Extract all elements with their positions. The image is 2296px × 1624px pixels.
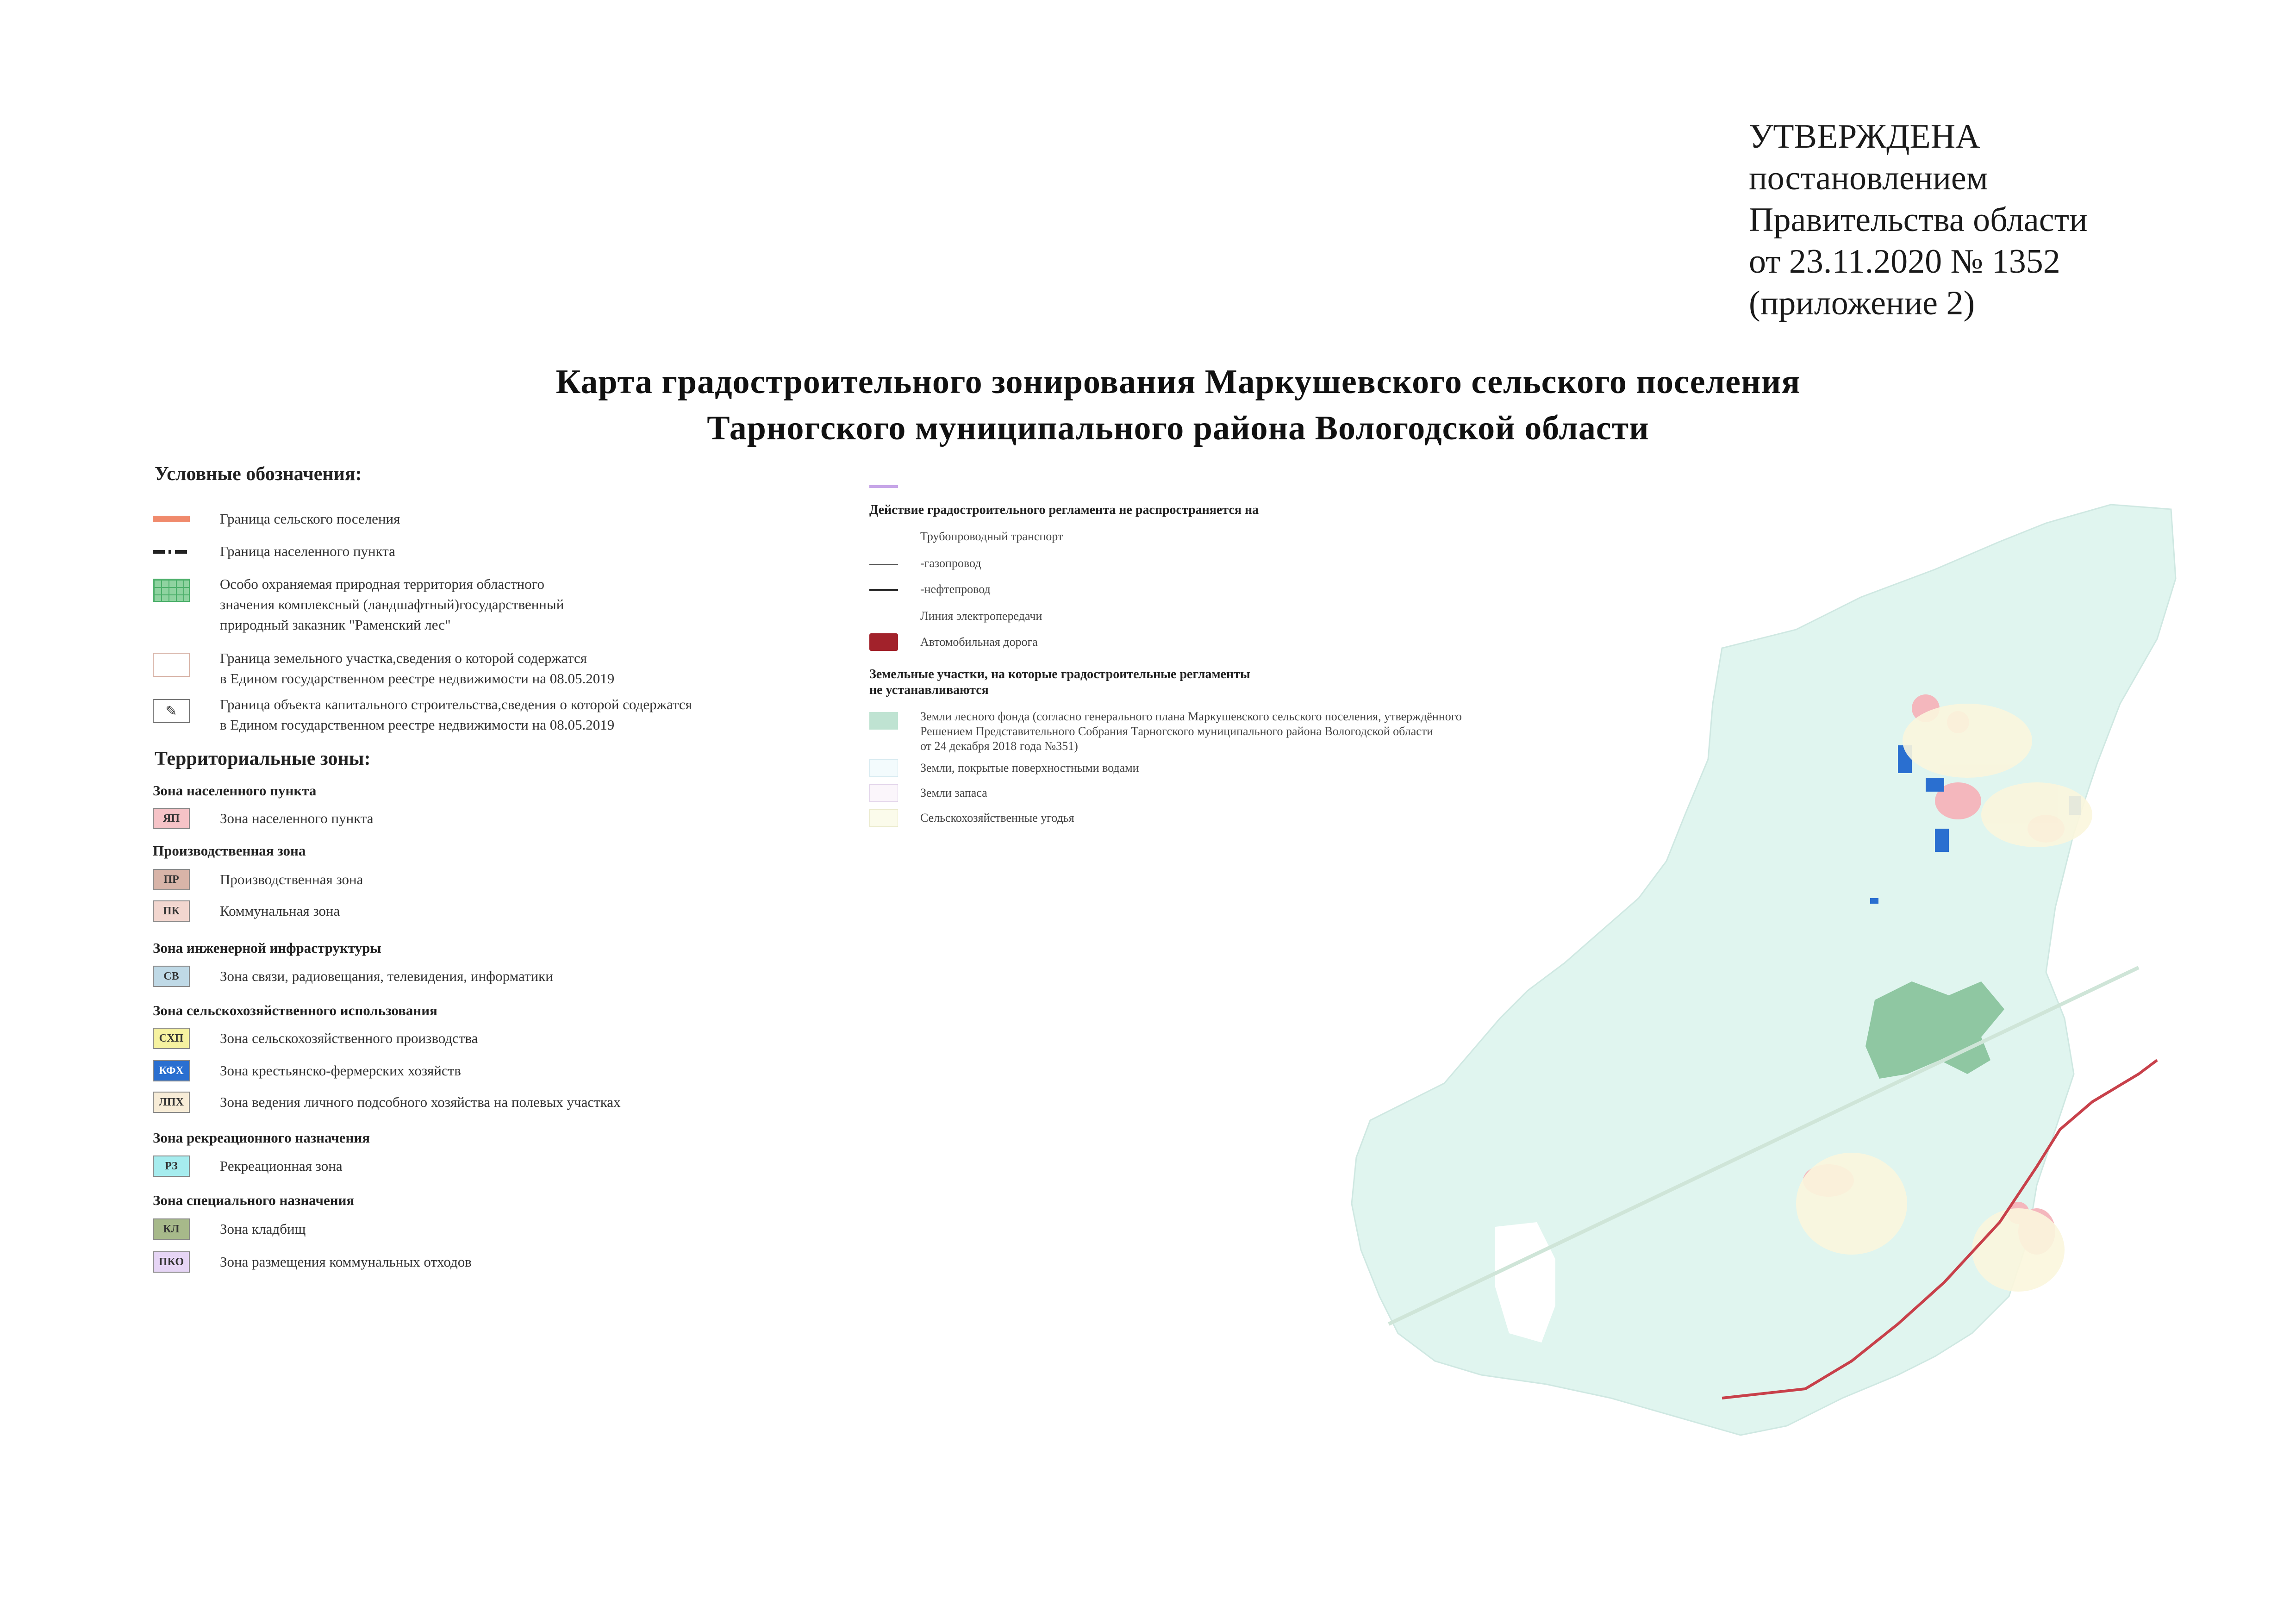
regulation-heading: Действие градостроительного регламента не распространяется на [869,503,1259,517]
orange-line-icon [153,516,190,522]
zone-code-swatch: КФХ [153,1060,190,1081]
grid-hatch-icon [153,579,190,602]
map-title-line-1: Карта градостроительного зонирования Маркушевского сельского поселения [555,363,1801,401]
approval-line-3: Правительства области [1749,201,2088,239]
group-title: Зона специального назначения [153,1192,355,1208]
zone-code-swatch: ЯП [153,808,190,829]
approval-line-2: постановлением [1749,159,1988,197]
legend-label: Граница объекта капитального строительства,сведения о которой содержатся в Едином государственном реестре недвижимости на 08.05.2019 [220,696,692,733]
zone-label: Зона связи, радиовещания, телевидения, информатики [220,968,553,984]
agri-land-swatch [869,809,898,827]
parcels-heading: Земельные участки, на которые градостроительные регламенты не устанавливаются [869,667,1250,697]
zone-code-swatch: СХП [153,1028,190,1049]
forest-fund-swatch [869,712,898,730]
parcel-outline-icon [153,653,190,677]
zone-label: Зона ведения личного подсобного хозяйства на полевых участках [220,1094,621,1110]
zone-label: Зона крестьянско-фермерских хозяйств [220,1062,461,1079]
road-swatch [869,633,898,651]
zone-label: Производственная зона [220,871,363,887]
oil-pipeline-line-icon [869,589,898,591]
building-outline-icon: ✎ [153,699,190,723]
zone-label: Зона сельскохозяйственного производства [220,1030,478,1046]
water-label: Земли, покрытые поверхностными водами [920,761,1139,775]
zone-label: Зона населенного пункта [220,810,374,826]
group-title: Зона сельскохозяйственного использования [153,1002,437,1018]
forest-fund-label: Земли лесного фонда (согласно генерального плана Маркушевского сельского поселения, утверждённого Решением Представительного Собрания Тарногского муниципального района Вологодской области от 24 декабря 2018 года №351) [920,710,1462,753]
gas-pipeline-line-icon [869,564,898,565]
power-line-label: Линия электропередачи [920,609,1042,623]
zones-heading: Территориальные зоны: [155,748,371,769]
group-title: Производственная зона [153,843,306,859]
approval-line-1: УТВЕРЖДЕНА [1749,118,1980,156]
zone-code-swatch: КЛ [153,1218,190,1240]
zone-code-swatch: ПКО [153,1251,190,1273]
zone-code-swatch: ЛПХ [153,1092,190,1113]
zone-label: Зона размещения коммунальных отходов [220,1254,472,1270]
gas-pipeline-label: -газопровод [920,556,981,570]
map-title-line-2: Тарногского муниципального района Вологодской области [707,409,1649,447]
dash-dot-line-icon [153,550,190,554]
group-title: Зона населенного пункта [153,782,317,799]
approval-line-5: (приложение 2) [1749,284,1975,322]
zone-label: Зона кладбищ [220,1221,306,1237]
zone-code-swatch: ПР [153,869,190,890]
reserve-label: Земли запаса [920,786,987,800]
zone-code-swatch: СВ [153,966,190,987]
road-label: Автомобильная дорога [920,635,1038,649]
oil-pipeline-label: -нефтепровод [920,582,991,596]
zone-label: Рекреационная зона [220,1158,343,1174]
legend-label: Особо охраняемая природная территория областного значения комплексный (ландшафтный)государственный природный заказник "Раменский лес" [220,576,564,633]
pipeline-heading: Трубопроводный транспорт [920,530,1063,543]
approval-line-4: от 23.11.2020 № 1352 [1749,243,2060,281]
zone-label: Коммунальная зона [220,903,340,919]
zone-code-swatch: ПК [153,900,190,922]
agri-land-label: Сельскохозяйственные угодья [920,811,1074,824]
legend-label: Граница сельского поселения [220,511,400,527]
legend-heading: Условные обозначения: [155,463,362,485]
legend-label: Граница земельного участка,сведения о которой содержатся в Едином государственном реестре недвижимости на 08.05.2019 [220,650,615,687]
group-title: Зона рекреационного назначения [153,1130,370,1146]
zone-code-swatch: РЗ [153,1156,190,1177]
purple-line-icon [869,485,898,488]
reserve-swatch [869,784,898,802]
group-title: Зона инженерной инфраструктуры [153,940,381,956]
water-swatch [869,759,898,777]
settlement-territory [1352,505,2176,1435]
legend-label: Граница населенного пункта [220,543,395,559]
